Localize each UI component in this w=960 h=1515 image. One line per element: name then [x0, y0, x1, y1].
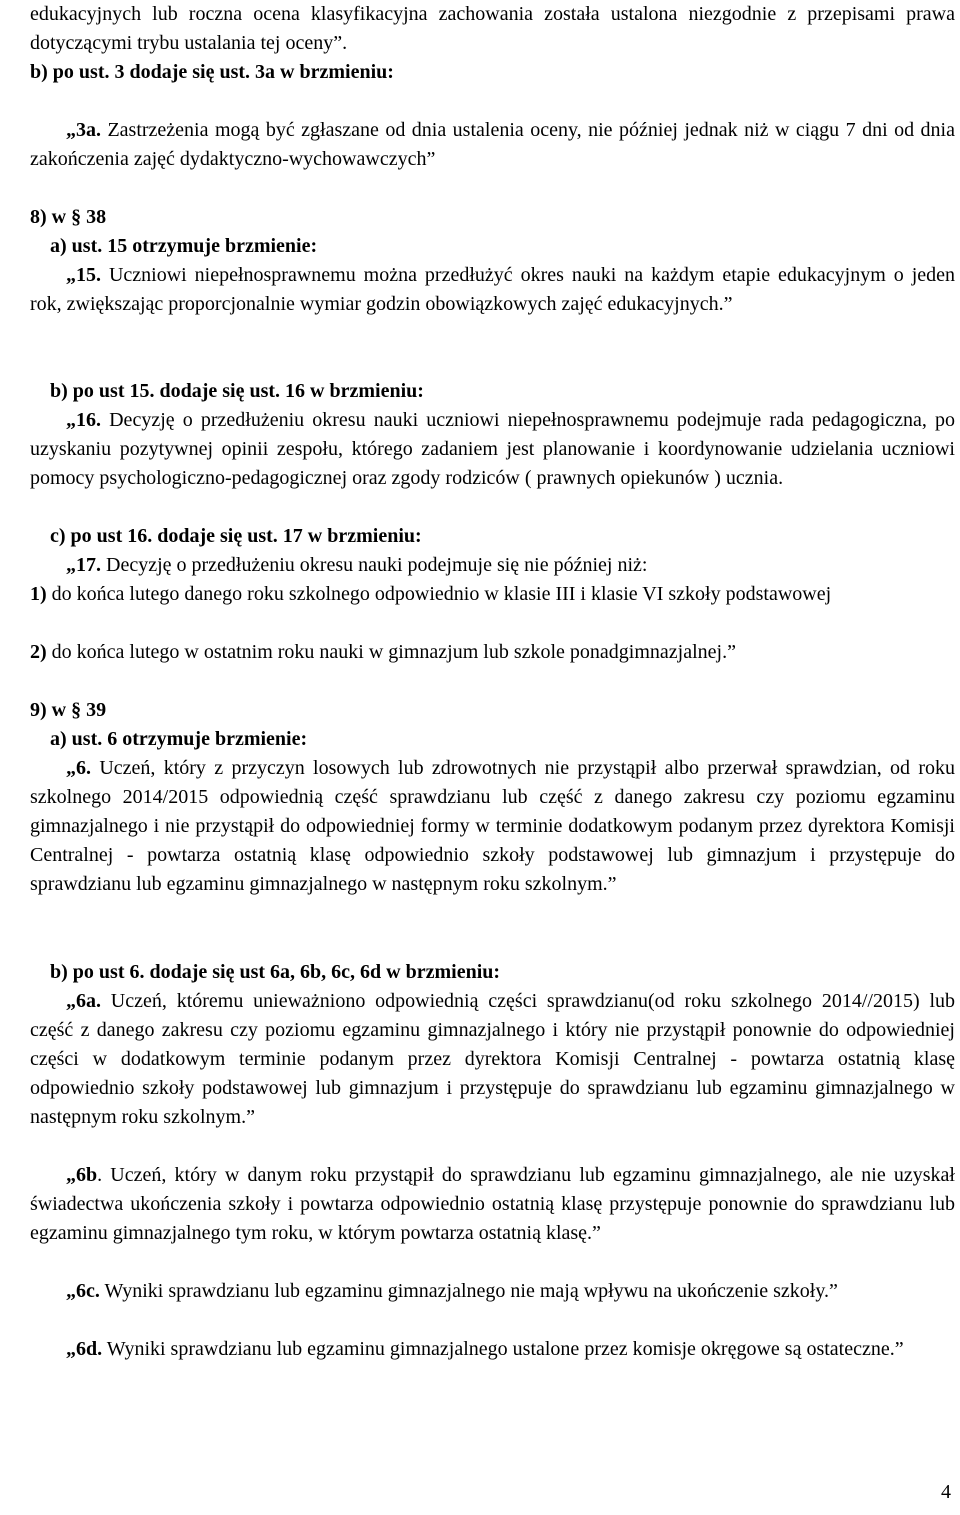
- paragraph-16-number: „16.: [66, 409, 101, 431]
- page-number: 4: [941, 1481, 951, 1503]
- list-item-2-number: 2): [30, 641, 47, 663]
- paragraph-17: „17. Decyzję o przedłużeniu okresu nauki podejmuje się nie później niż:: [66, 554, 648, 576]
- paragraph-6a-number: „6a.: [66, 990, 101, 1012]
- paragraph-6: „6. Uczeń, który z przyczyn losowych lub zdrowotnych nie przystąpił albo przerwał sprawdzian, od roku szkolnego 2014/2015 odpowiednią część sprawdzianu lub część z danego zakresu czy poziomu egzaminu gimnazjalnego i nie przystąpił do odpowiedniej formy w terminie dodatkowym podanym przez dyrektora Komisji Centralnej - powtarza ostatnią klasę odpowiednio szkoły podstawowej lub gimnazjum i przystępuje do sprawdzianu lub egzaminu gimnazjalnego w następnym roku szkolnym.”: [30, 757, 955, 895]
- amendment-heading-c-17: c) po ust 16. dodaje się ust. 17 w brzmieniu:: [50, 525, 422, 547]
- paragraph-17-number: „17.: [66, 554, 101, 576]
- amendment-heading-b-16: b) po ust 15. dodaje się ust. 16 w brzmieniu:: [50, 380, 424, 402]
- paragraph-3a-number: „3a.: [66, 119, 101, 141]
- section-heading-38: 8) w § 38: [30, 206, 107, 228]
- paragraph-6b: „6b. Uczeń, który w danym roku przystąpił do sprawdzianu lub egzaminu gimnazjalnego, ale nie uzyskał świadectwa ukończenia szkoły i powtarza odpowiednio ostatnią klasę przystępuje ponownie do sprawdzianu lub egzaminu gimnazjalnego tym roku, w którym powtarza ostatnią klasę.”: [30, 1164, 955, 1244]
- section-heading-39: 9) w § 39: [30, 699, 107, 721]
- amendment-heading-a-6: a) ust. 6 otrzymuje brzmienie:: [50, 728, 308, 750]
- paragraph-continuation: edukacyjnych lub roczna ocena klasyfikacyjna zachowania została ustalona niezgodnie z przepisami prawa dotyczącymi trybu ustalania tej oceny”.: [30, 3, 955, 54]
- list-item-2: 2) do końca lutego w ostatnim roku nauki w gimnazjum lub szkole ponadgimnazjalnej.”: [30, 641, 736, 663]
- paragraph-6-number: „6.: [66, 757, 91, 779]
- amendment-heading-a-15: a) ust. 15 otrzymuje brzmienie:: [50, 235, 318, 257]
- amendment-heading-b-6a-6d: b) po ust 6. dodaje się ust 6a, 6b, 6c, 6d w brzmieniu:: [50, 961, 501, 983]
- paragraph-15: „15. Uczniowi niepełnosprawnemu można przedłużyć okres nauki na każdym etapie edukacyjnym o jeden rok, zwiększając proporcjonalnie wymiar godzin obowiązkowych zajęć edukacyjnych.”: [30, 264, 955, 315]
- paragraph-6c: „6c. Wyniki sprawdzianu lub egzaminu gimnazjalnego nie mają wpływu na ukończenie szkoły.”: [66, 1280, 838, 1302]
- paragraph-16: „16. Decyzję o przedłużeniu okresu nauki uczniowi niepełnosprawnemu podejmuje rada pedagogiczna, po uzyskaniu pozytywnej opinii zespołu, którego zadaniem jest planowanie i koordynowanie udzielania uczniowi pomocy psychologiczno-pedagogicznej oraz zgody rodziców ( prawnych opiekunów ) ucznia.: [30, 409, 955, 489]
- paragraph-3a: „3a. Zastrzeżenia mogą być zgłaszane od dnia ustalenia oceny, nie później jednak niż w ciągu 7 dni od dnia zakończenia zajęć dydaktyczno-wychowawczych”: [30, 119, 955, 170]
- paragraph-6c-number: „6c.: [66, 1280, 100, 1302]
- list-item-1-number: 1): [30, 583, 47, 605]
- paragraph-6d: „6d. Wyniki sprawdzianu lub egzaminu gimnazjalnego ustalone przez komisje okręgowe są ostateczne.”: [66, 1338, 904, 1360]
- paragraph-6d-number: „6d.: [66, 1338, 103, 1360]
- paragraph-6a: „6a. Uczeń, któremu unieważniono odpowiednią części sprawdzianu(od roku szkolnego 2014//2015) lub część z danego zakresu czy poziomu egzaminu gimnazjalnego i który nie przystąpił ponownie do odpowiedniej części w dodatkowym terminie podanym przez dyrektora Komisji Centralnej - powtarza ostatnią klasę odpowiednio szkoły podstawowej lub gimnazjum i przystępuje do sprawdzianu lub egzaminu gimnazjalnego w następnym roku szkolnym.”: [30, 990, 955, 1128]
- paragraph-15-number: „15.: [66, 264, 101, 286]
- list-item-1: 1) do końca lutego danego roku szkolnego odpowiednio w klasie III i klasie VI szkoły podstawowej: [30, 583, 832, 605]
- amendment-heading-b-3a: b) po ust. 3 dodaje się ust. 3a w brzmieniu:: [30, 61, 394, 83]
- paragraph-6b-number: „6b: [66, 1164, 98, 1186]
